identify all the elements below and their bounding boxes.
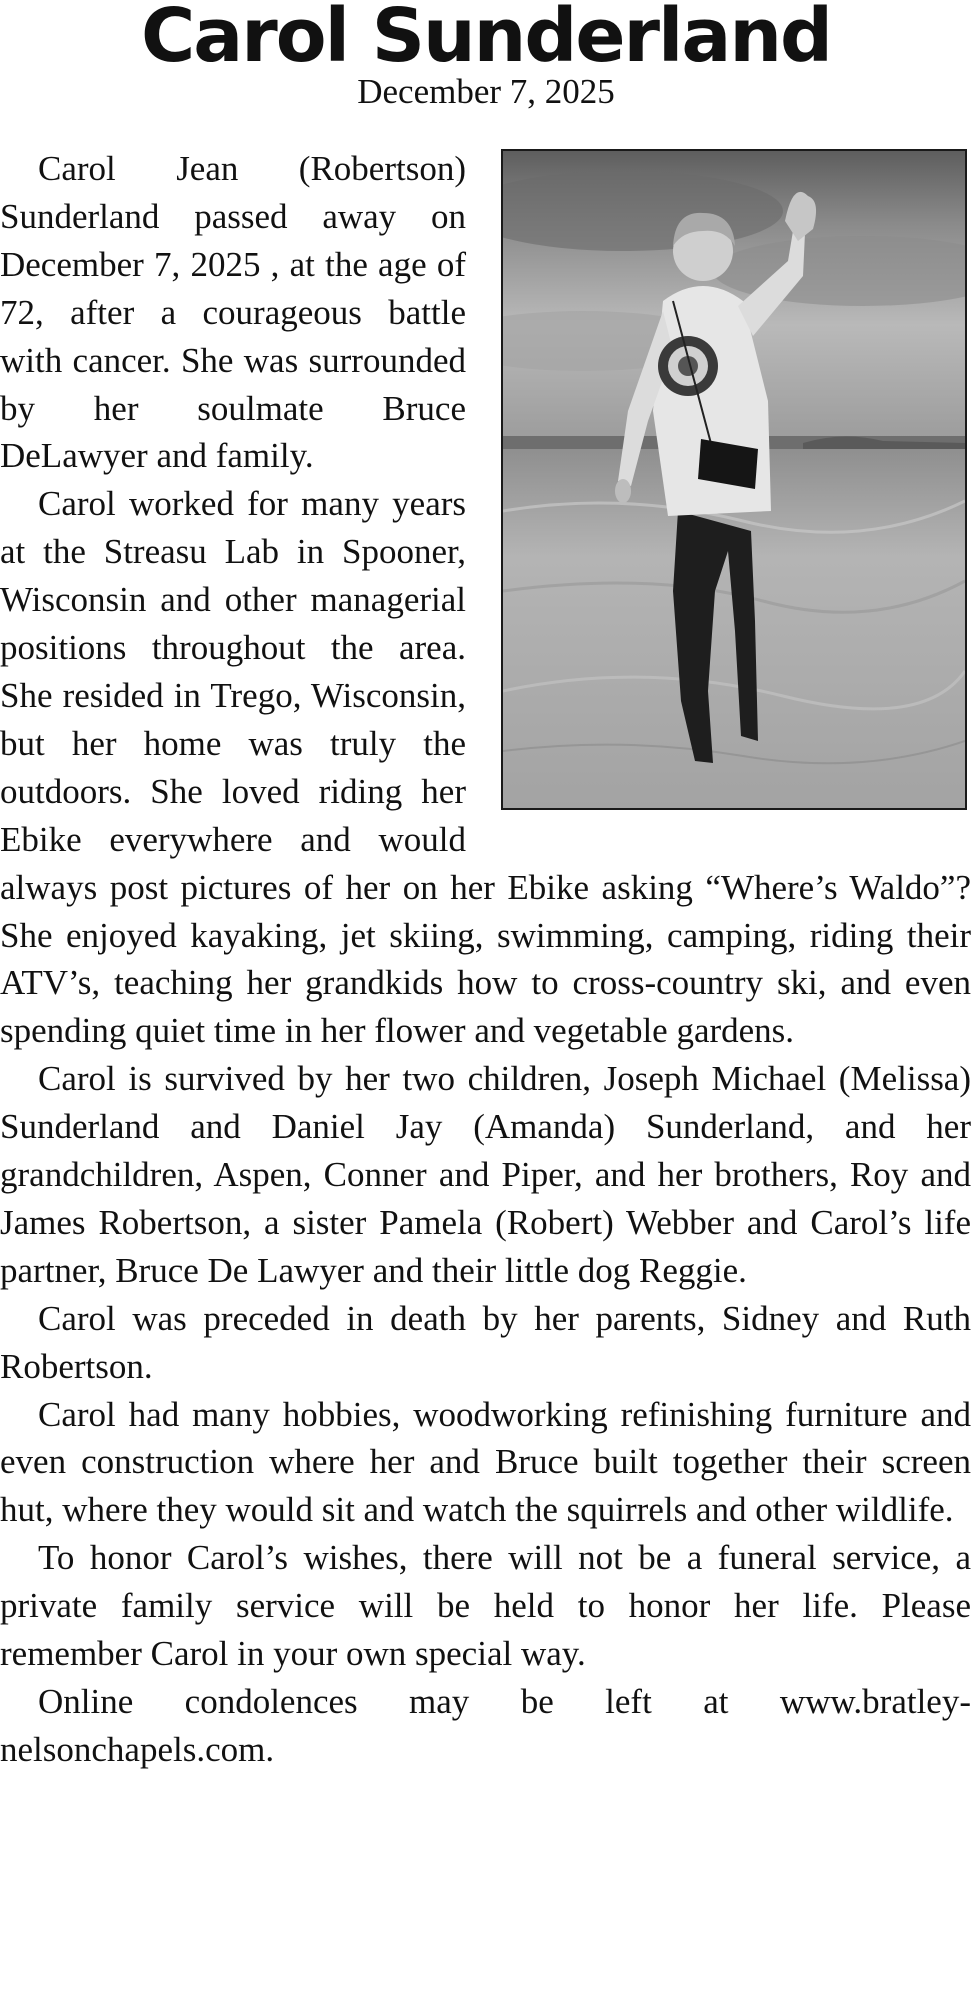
paragraph-condolences: Online condolences may be left at www.bratley-nelsonchapels.com. (0, 1682, 971, 1769)
photo-wrap-spacer (466, 145, 971, 821)
obituary-body (0, 145, 971, 1774)
paragraph-career-and-hobbies: Carol worked for many years at the Streasu Lab in Spooner, Wisconsin and other managerial positions throughout the area. She resided in Trego, Wisconsin, but her home was truly the outdoors. She loved riding her Ebike everywhere and would always post pictures of her on her Ebike asking “Where’s Waldo”? She enjoyed kayaking, jet skiing, swimming, camping, riding their ATV’s, teaching her grandkids how to cross-country ski, and even spending quiet time in her flower and vegetable gardens. (0, 484, 971, 1051)
paragraph-preceded-in-death: Carol was preceded in death by her parents, Sidney and Ruth Robertson. (0, 1298, 971, 1386)
paragraph-survivors: Carol is survived by her two children, Joseph Michael (Melissa) Sunderland and Daniel Jay (Amanda) Sunderland, and her grandchildren, Aspen, Conner and Piper, and her brothers, Roy and James Robertson, a sister Pamela (Robert) Webber and Carol’s life partner, Bruce De Lawyer and their little dog Reggie. (0, 1059, 971, 1290)
obituary-name: Carol Sunderland (141, 0, 831, 79)
paragraph-death-notice: Carol Jean (Robertson) Sunderland passed away on December 7, 2025 , at the age of 72, after a courageous battle with cancer. She was surrounded by her soulmate Bruce DeLawyer and family. (0, 149, 466, 476)
obituary-date: December 7, 2025 (357, 72, 615, 111)
paragraph-hobbies: Carol had many hobbies, woodworking refinishing furniture and even construction where her and Bruce built together their screen hut, where they would sit and watch the squirrels and other wildlife. (0, 1394, 971, 1530)
paragraph-service-info: To honor Carol’s wishes, there will not be a funeral service, a private family service will be held to honor her life. Please remember Carol in your own special way. (0, 1538, 971, 1674)
